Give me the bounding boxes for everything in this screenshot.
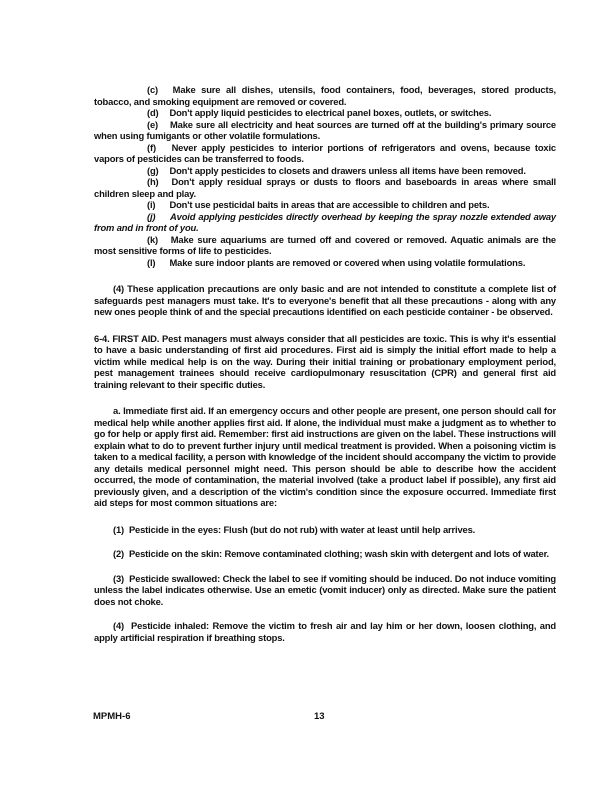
section-text: Pest managers must always consider that all pesticides are toxic. This is why it's essential to have a basic understanding of first aid procedures. First aid is simply the initial effort made to help a victim while medical help is on the way. During their initial training or probationary employment period, pest management trainees should receive cardiopulmonary resuscitation (CPR) and general first aid training relevant to their specific duties. (94, 332, 556, 390)
section-first-aid (94, 333, 556, 391)
section-number: 6-4. (94, 332, 110, 344)
item-label: (g) (147, 164, 159, 176)
subsection-title: Immediate first aid. (123, 405, 206, 416)
item-text: Make sure aquariums are turned off and covered or removed. Aquatic animals are the most sensitive forms of life to pesticides. (94, 233, 556, 256)
item-text: Make sure all electricity and heat sources are turned off at the building's primary source when using fumigants or other volatile formulations. (94, 118, 556, 141)
step-label: (3) (113, 572, 125, 584)
item-text: Don't apply liquid pesticides to electrical panel boxes, outlets, or switches. (169, 107, 492, 118)
document-id: MPMH-6 (93, 711, 131, 722)
subsection-text: If an emergency occurs and other people are present, one person should call for medical help while another applies first aid. If alone, the individual must make a judgment as to whether to go for help or apply first aid. Remember: first aid instructions are given on the label. These instructions will explain what to do to prevent further injury until medical treatment is provided. When a poisoning victim is taken to a medical facility, a person with knowledge of the incident should accompany the victim to provide any details medical personnel might need. This person should be able to describe how the accident occurred, the mode of contamination, the material involved (take a product label if possible), any first aid previously given, and a description of the victim's condition since the exposure occurred. Immediate first aid steps for most common situations are: (94, 405, 556, 508)
step-text: Check the label to see if vomiting should be induced. Do not induce vomiting unless the label indicates otherwise. Use an emetic (vomit inducer) only as directed. Make sure the patient does not choke. (94, 572, 556, 607)
item-text: Never apply pesticides to interior portions of refrigerators and ovens, because toxic vapors of pesticides can be transferred to foods. (94, 141, 556, 164)
step-skin (94, 548, 556, 560)
item-text: Avoid applying pesticides directly overhead by keeping the spray nozzle extended away from and in front of you. (94, 210, 556, 233)
step-title: Pesticide in the eyes: (128, 523, 221, 535)
item-label: (l) (147, 256, 156, 268)
item-label: (i) (147, 199, 156, 210)
step-inhaled (94, 620, 556, 643)
step-eyes (94, 524, 556, 536)
paragraph-precautions-note: (4) These application precautions are only basic and are not intended to constitute a complete list of safeguards pest managers must take. It's to everyone's benefit that all these precautions - along with any new ones people think of and the special precautions identified on each pesticide container - be observed. (94, 283, 556, 317)
step-title: Pesticide swallowed: (129, 572, 221, 584)
item-text: Don't apply pesticides to closets and drawers unless all items have been removed. (169, 164, 526, 176)
list-item-k (94, 234, 556, 257)
list-item-e (94, 119, 556, 142)
step-title: Pesticide on the skin: (128, 548, 223, 559)
section-title: FIRST AID. (112, 332, 160, 344)
item-text: Don't apply residual sprays or dusts to floors and baseboards in areas where small children sleep and play. (94, 176, 556, 199)
item-label: (h) (147, 176, 159, 187)
list-item-j (94, 211, 556, 234)
item-text: Don't use pesticidal baits in areas that are accessible to children and pets. (169, 199, 490, 210)
list-item-f (94, 142, 556, 165)
subsection-label: a. (113, 405, 121, 416)
page-number: 13 (314, 711, 325, 722)
step-label: (1) (113, 523, 125, 535)
item-label: (e) (147, 118, 159, 130)
step-title: Pesticide inhaled: (130, 620, 209, 631)
step-label: (4) (113, 620, 125, 631)
step-text: Flush (but do not rub) with water at least until help arrives. (223, 523, 476, 535)
list-item-d (94, 107, 556, 119)
step-text: Remove the victim to fresh air and lay him or her down, loosen clothing, and apply artificial respiration if breathing stops. (94, 620, 556, 643)
item-label: (f) (147, 141, 156, 153)
item-label: (j) (147, 210, 156, 222)
list-item-c (94, 84, 556, 107)
subsection-immediate-first-aid (94, 405, 556, 509)
item-text: Make sure indoor plants are removed or covered when using volatile formulations. (169, 256, 526, 268)
item-label: (k) (147, 233, 159, 245)
list-item-h (94, 176, 556, 199)
step-swallowed (94, 573, 556, 608)
item-label: (d) (147, 107, 159, 118)
step-label: (2) (113, 548, 125, 559)
list-item-l (94, 257, 556, 269)
list-item-g (94, 165, 556, 177)
item-text: Make sure all dishes, utensils, food containers, food, beverages, stored products, tobacco, and smoking equipment are removed or covered. (94, 84, 556, 107)
item-label: (c) (147, 84, 159, 95)
list-item-i (94, 199, 556, 211)
step-text: Remove contaminated clothing; wash skin with detergent and lots of water. (224, 548, 550, 559)
document-page (94, 84, 556, 643)
